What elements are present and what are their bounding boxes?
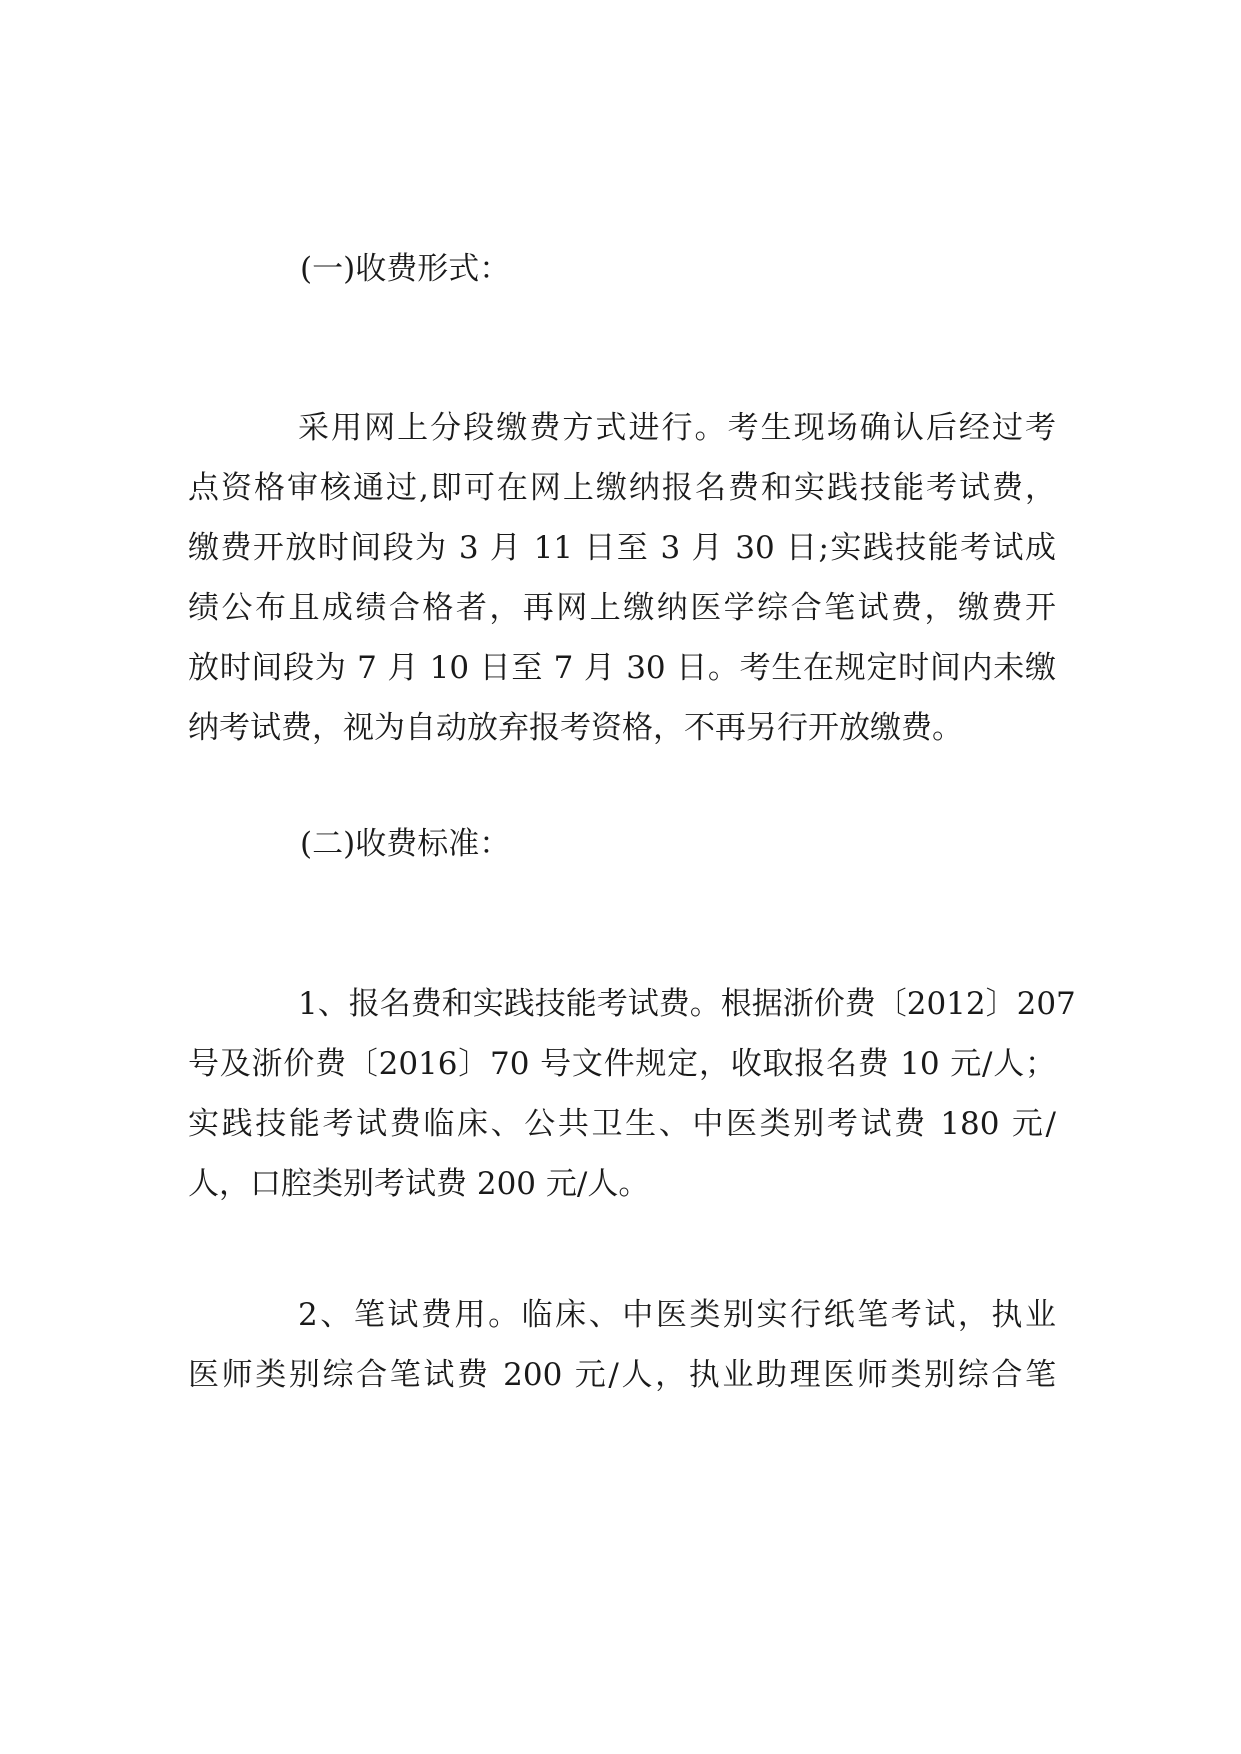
paragraph-line: 放时间段为 7 月 10 日至 7 月 30 日。考生在规定时间内未缴: [188, 650, 1056, 686]
paragraph-line: 纳考试费，视为自动放弃报考资格，不再另行开放缴费。: [188, 710, 963, 746]
paragraph-line: 缴费开放时间段为 3 月 11 日至 3 月 30 日;实践技能考试成: [188, 530, 1056, 566]
section-heading-fee-form: (一)收费形式：: [300, 251, 511, 287]
paragraph-line: 绩公布且成绩合格者，再网上缴纳医学综合笔试费，缴费开: [188, 590, 1056, 626]
paragraph-registration-fee: [188, 974, 1076, 1214]
paragraph-line: 采用网上分段缴费方式进行。考生现场确认后经过考: [298, 410, 1056, 446]
section-heading-fee-standard: (二)收费标准：: [300, 826, 511, 862]
paragraph-line: 点资格审核通过,即可在网上缴纳报名费和实践技能考试费，: [188, 470, 1056, 506]
paragraph-line: 实践技能考试费临床、公共卫生、中医类别考试费 180 元/: [188, 1106, 1056, 1142]
paragraph-line: 人，口腔类别考试费 200 元/人。: [188, 1166, 650, 1202]
paragraph-line: 号及浙价费〔2016〕70 号文件规定，收取报名费 10 元/人；: [188, 1046, 1056, 1082]
paragraph-line: 2、笔试费用。临床、中医类别实行纸笔考试，执业: [298, 1297, 1056, 1333]
paragraph-line: 1、报名费和实践技能考试费。根据浙价费〔2012〕207: [298, 986, 1076, 1022]
paragraph-line: 医师类别综合笔试费 200 元/人，执业助理医师类别综合笔: [188, 1357, 1056, 1393]
paragraph-fee-form: [188, 398, 1056, 758]
paragraph-written-exam-fee: [188, 1285, 1056, 1405]
